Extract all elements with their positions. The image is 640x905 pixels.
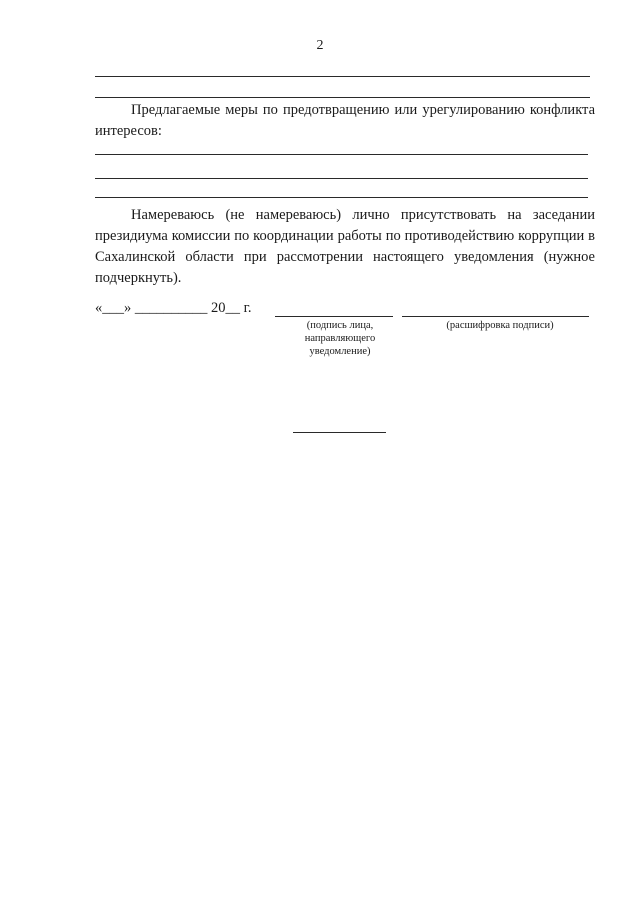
signature-date: «___» __________ 20__ г.: [95, 300, 252, 316]
signature-line: [275, 316, 393, 317]
blank-line-1: [95, 76, 590, 77]
decode-line: [402, 316, 589, 317]
blank-line-2: [95, 97, 590, 98]
decode-caption: (расшифровка подписи): [446, 320, 554, 331]
signature-caption: (подпись лица, направляющего уведомление): [304, 320, 376, 357]
measures-paragraph: Предлагаемые меры по предотвращению или урегулированию конфликта интересов:: [95, 102, 595, 139]
blank-line-3: [95, 154, 588, 155]
intent-paragraph: Намереваюсь (не намереваюсь) лично присутствовать на заседании президиума комиссии по координации работы по противодействию коррупции в Сахалинской области при рассмотрении настоящего уведомления (нужное подчеркнуть).: [95, 207, 595, 286]
end-divider: [293, 432, 386, 433]
page-number: 2: [316, 38, 324, 53]
blank-line-4: [95, 178, 588, 179]
blank-line-5: [95, 197, 588, 198]
